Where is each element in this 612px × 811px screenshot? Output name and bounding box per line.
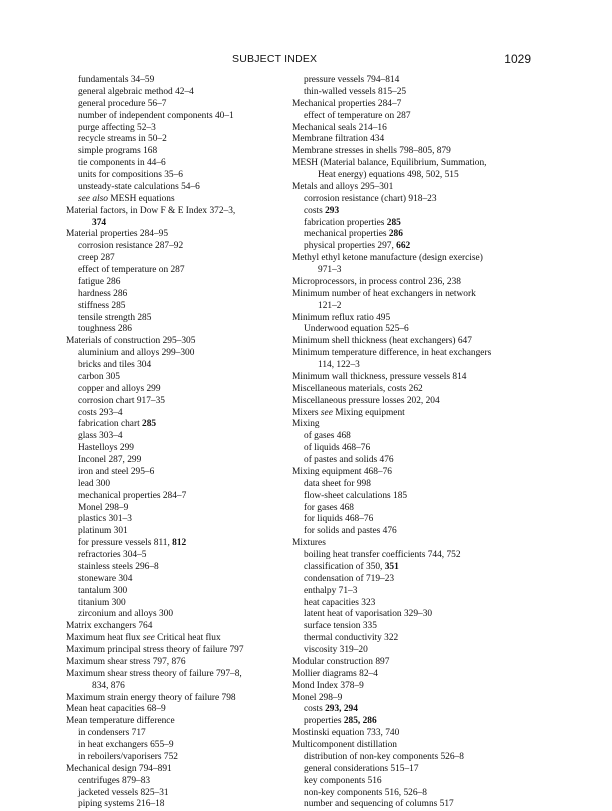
index-entry-text: Inconel 287, 299 <box>78 455 142 465</box>
index-entry-text: corrosion chart 917–35 <box>78 395 165 406</box>
index-entry-text: fundamentals 34–59 <box>78 75 155 85</box>
index-entry <box>66 799 288 811</box>
index-entry <box>292 609 552 621</box>
index-entry-text: bricks and tiles 304 <box>78 360 152 370</box>
page-header <box>0 53 612 69</box>
index-entry-italic: see <box>142 633 155 644</box>
index-entry-bold: 293 <box>325 205 340 216</box>
index-entry <box>292 716 552 728</box>
index-entry <box>292 229 552 241</box>
index-entry <box>66 479 288 491</box>
index-entry <box>66 229 288 241</box>
index-entry-text: tantalum 300 <box>78 585 128 596</box>
index-entry-text: jacketed vessels 825–31 <box>78 787 169 798</box>
index-entry-text: of liquids 468–76 <box>304 443 371 454</box>
index-entry <box>66 491 288 503</box>
index-entry-text: surface tension 335 <box>304 621 377 632</box>
index-entry <box>66 384 288 396</box>
index-entry <box>292 562 552 574</box>
index-entry <box>292 313 552 325</box>
index-entry <box>66 289 288 301</box>
index-entry <box>292 419 552 431</box>
index-entry-text: general considerations 515–17 <box>304 763 419 774</box>
index-entry <box>66 598 288 610</box>
index-entry <box>292 633 552 645</box>
index-entry-text: Multicomponent distillation <box>292 740 397 750</box>
index-entry <box>66 609 288 621</box>
index-entry-text: carbon 305 <box>78 371 120 382</box>
index-entry-text: unsteady-state calculations 54–6 <box>78 181 200 192</box>
index-entry <box>292 384 552 396</box>
index-entry-bold: 374 <box>92 217 107 228</box>
index-entry <box>292 111 552 123</box>
index-entry-text: Modular construction 897 <box>292 656 390 667</box>
index-entry <box>66 538 288 550</box>
index-entry <box>292 776 552 788</box>
index-entry-pre: see also <box>78 193 108 204</box>
index-entry-text: purge affecting 52–3 <box>78 122 156 133</box>
index-entry <box>66 657 288 669</box>
index-entry-text: for gases 468 <box>304 502 354 513</box>
index-column-left <box>66 75 288 811</box>
index-entry-text: heat capacities 323 <box>304 597 376 608</box>
index-entry <box>292 134 552 146</box>
index-entry <box>66 574 288 586</box>
index-entry <box>292 740 552 752</box>
index-entry-bold: 662 <box>396 241 411 252</box>
index-entry-text: Membrane stresses in shells 798–805, 879 <box>292 146 451 157</box>
index-entry <box>292 704 552 716</box>
index-entry-text: stiffness 285 <box>78 300 126 311</box>
index-entry-text: Mixing equipment 468–76 <box>292 466 392 477</box>
index-entry-text: Maximum strain energy theory of failure 798 <box>66 692 236 703</box>
index-entry-text: Mostinski equation 733, 740 <box>292 728 400 739</box>
index-entry-text: units for compositions 35–6 <box>78 170 183 180</box>
index-entry-bold: 286 <box>388 229 403 240</box>
index-entry <box>66 704 288 716</box>
index-entry-text: Heat energy) equations 498, 502, 515 <box>318 170 459 180</box>
index-entry-text: Membrane filtration 434 <box>292 134 385 145</box>
index-entry <box>66 301 288 313</box>
index-entry-text: in heat exchangers 655–9 <box>78 740 174 750</box>
index-entry-text: Mond Index 378–9 <box>292 680 364 691</box>
index-entry-text: thermal conductivity 322 <box>304 633 399 644</box>
index-entry <box>66 348 288 360</box>
index-entry <box>66 146 288 158</box>
index-entry-text: costs 293–4 <box>78 407 123 418</box>
index-entry-text: Monel 298–9 <box>78 502 129 513</box>
index-entry-text: flow-sheet calculations 185 <box>304 490 408 501</box>
index-entry-text: titanium 300 <box>78 597 126 608</box>
index-entry-text: Minimum reflux ratio 495 <box>292 312 391 323</box>
index-entry-text: glass 303–4 <box>78 431 123 442</box>
index-entry-text: Mixtures <box>292 538 326 549</box>
index-entry <box>292 265 552 277</box>
index-entry <box>66 170 288 182</box>
index-entry-text: of pastes and solids 476 <box>304 455 394 465</box>
index-entry-text: latent heat of vaporisation 329–30 <box>304 609 433 620</box>
index-entry-text: Underwood equation 525–6 <box>304 324 409 335</box>
index-entry <box>66 111 288 123</box>
index-entry-text: plastics 301–3 <box>78 514 132 525</box>
index-entry <box>66 716 288 728</box>
index-entry-text: piping systems 216–18 <box>78 799 165 810</box>
index-entry <box>66 253 288 265</box>
index-entry-text: Materials of construction 295–305 <box>66 336 196 347</box>
index-entry-text: for pressure vessels 811, <box>78 538 173 549</box>
index-entry <box>66 99 288 111</box>
index-entry <box>66 313 288 325</box>
index-entry-text: Maximum shear stress 797, 876 <box>66 656 186 667</box>
index-entry-text: thin-walled vessels 815–25 <box>304 86 407 97</box>
index-entry-text: 971–3 <box>318 265 342 275</box>
index-entry-text: key components 516 <box>304 775 382 786</box>
index-entry <box>66 562 288 574</box>
index-entry <box>66 776 288 788</box>
index-entry-text: MESH equations <box>107 193 175 204</box>
index-entry <box>292 253 552 265</box>
index-entry-text: MESH (Material balance, Equilibrium, Summation, <box>292 158 487 169</box>
index-entry-text: Maximum principal stress theory of failure 797 <box>66 645 244 655</box>
index-entry <box>66 621 288 633</box>
index-entry-text: 834, 876 <box>92 680 125 691</box>
page-number: 1029 <box>504 52 531 66</box>
index-entry <box>66 467 288 479</box>
index-entry <box>66 194 288 206</box>
index-entry <box>292 146 552 158</box>
index-entry-text: Monel 298–9 <box>292 692 343 703</box>
index-entry <box>292 538 552 550</box>
index-entry <box>292 669 552 681</box>
index-entry <box>66 693 288 705</box>
index-entry <box>292 693 552 705</box>
index-entry-bold: 285, 286 <box>343 716 377 727</box>
index-entry <box>66 336 288 348</box>
index-entry <box>66 396 288 408</box>
index-entry <box>292 764 552 776</box>
index-entry <box>66 206 288 218</box>
index-entry-text: Minimum wall thickness, pressure vessels 814 <box>292 371 467 382</box>
index-entry <box>292 574 552 586</box>
index-entry-text: data sheet for 998 <box>304 478 371 489</box>
index-entry-text: Mollier diagrams 82–4 <box>292 668 378 679</box>
index-entry <box>292 170 552 182</box>
index-entry <box>292 431 552 443</box>
index-entry-bold: 285 <box>142 419 157 430</box>
index-entry <box>66 123 288 135</box>
index-entry-text: corrosion resistance 287–92 <box>78 241 184 252</box>
index-entry-text: in reboilers/vaporisers 752 <box>78 751 178 762</box>
index-entry <box>292 526 552 538</box>
index-entry <box>66 241 288 253</box>
index-entry <box>66 550 288 562</box>
index-entry <box>66 408 288 420</box>
index-entry <box>292 348 552 360</box>
index-column-right <box>292 75 552 811</box>
index-entry-text: Material factors, in Dow F & E Index 372–3, <box>66 205 236 216</box>
index-entry <box>292 75 552 87</box>
index-entry-text: boiling heat transfer coefficients 744, 752 <box>304 550 461 560</box>
index-entry-text: hardness 286 <box>78 288 128 299</box>
index-entry-bold: 293, 294 <box>325 704 358 715</box>
index-entry <box>292 182 552 194</box>
index-entry <box>66 728 288 740</box>
index-entry-text: of gases 468 <box>304 431 351 442</box>
index-entry <box>292 728 552 740</box>
index-entry <box>66 372 288 384</box>
index-entry-text: recycle streams in 50–2 <box>78 134 167 145</box>
index-entry <box>292 443 552 455</box>
index-entry <box>292 621 552 633</box>
index-entry-text: Miscellaneous materials, costs 262 <box>292 383 423 394</box>
index-entry <box>292 550 552 562</box>
index-entry-text: Mechanical seals 214–16 <box>292 122 387 133</box>
index-entry <box>292 681 552 693</box>
index-entry-bold: 812 <box>172 538 187 549</box>
index-entry-text: toughness 286 <box>78 324 132 335</box>
index-entry-text: zirconium and alloys 300 <box>78 609 174 620</box>
index-entry-text: Minimum temperature difference, in heat exchangers <box>292 348 492 359</box>
index-entry-text: stainless steels 296–8 <box>78 561 159 572</box>
index-entry <box>66 503 288 515</box>
index-entry-bold: 351 <box>384 561 399 572</box>
index-entry <box>66 158 288 170</box>
index-entry <box>66 752 288 764</box>
index-entry <box>292 586 552 598</box>
index-entry <box>292 514 552 526</box>
index-entry <box>66 182 288 194</box>
index-entry-text: for solids and pastes 476 <box>304 526 397 537</box>
index-entry <box>66 455 288 467</box>
index-entry-text: Metals and alloys 295–301 <box>292 181 394 192</box>
index-entry-text: in condensers 717 <box>78 728 146 739</box>
index-entry-text: number and sequencing of columns 517 <box>304 799 454 810</box>
index-entry-text: costs <box>304 704 326 715</box>
index-entry-text: lead 300 <box>78 478 111 489</box>
index-entry <box>292 467 552 479</box>
index-entry-text: general algebraic method 42–4 <box>78 86 194 97</box>
index-entry <box>292 372 552 384</box>
index-entry <box>292 194 552 206</box>
index-entry-text: copper and alloys 299 <box>78 383 161 394</box>
index-entry-text: viscosity 319–20 <box>304 645 368 655</box>
index-entry-tail: Mixing equipment <box>332 407 405 418</box>
index-entry-text: physical properties 297, <box>304 241 397 252</box>
index-entry <box>292 645 552 657</box>
index-entry-text: Mixing <box>292 419 320 430</box>
index-entry-text: fatigue 286 <box>78 276 121 287</box>
index-entry-text: fabrication properties <box>304 217 387 228</box>
index-entry-text: non-key components 516, 526–8 <box>304 787 427 798</box>
index-entry <box>292 324 552 336</box>
index-entry <box>66 277 288 289</box>
index-entry-tail: Critical heat flux <box>154 633 221 644</box>
index-entry <box>66 514 288 526</box>
index-entry <box>66 764 288 776</box>
index-entry <box>66 431 288 443</box>
index-entry <box>66 134 288 146</box>
index-entry-text: tie components in 44–6 <box>78 158 166 169</box>
index-entry-text: properties <box>304 716 344 727</box>
index-entry-text: 114, 122–3 <box>318 360 360 370</box>
index-entry <box>292 99 552 111</box>
index-entry <box>292 408 552 420</box>
index-entry <box>66 526 288 538</box>
index-entry-text: Hastelloys 299 <box>78 443 134 454</box>
index-entry <box>292 503 552 515</box>
index-entry-text: effect of temperature on 287 <box>78 265 185 275</box>
index-entry <box>292 218 552 230</box>
index-entry-text: pressure vessels 794–814 <box>304 75 400 85</box>
index-entry <box>292 657 552 669</box>
index-entry-text: Methyl ethyl ketone manufacture (design exercise) <box>292 253 483 264</box>
index-entry <box>292 396 552 408</box>
index-entry <box>292 289 552 301</box>
index-entry-text: platinum 301 <box>78 526 128 537</box>
index-entry-text: Mean heat capacities 68–9 <box>66 704 166 715</box>
index-entry-text: general procedure 56–7 <box>78 98 167 109</box>
index-entry-text: distribution of non-key components 526–8 <box>304 751 464 762</box>
index-entry <box>66 788 288 800</box>
index-entry <box>66 87 288 99</box>
index-entry <box>66 360 288 372</box>
index-entry-bold: 285 <box>386 217 401 228</box>
index-entry <box>292 788 552 800</box>
index-entry <box>292 491 552 503</box>
index-entry-text: tensile strength 285 <box>78 312 152 323</box>
index-entry-text: Mean temperature difference <box>66 716 175 727</box>
index-entry-text: creep 287 <box>78 253 115 264</box>
index-entry-text: for liquids 468–76 <box>304 514 374 525</box>
index-entry-text: Microprocessors, in process control 236, 238 <box>292 276 461 287</box>
index-entry <box>292 123 552 135</box>
index-entry <box>292 87 552 99</box>
index-entry-text: 121–2 <box>318 300 342 311</box>
index-entry <box>292 241 552 253</box>
index-entry-text: simple programs 168 <box>78 146 158 157</box>
index-entry <box>66 740 288 752</box>
index-entry-text: effect of temperature on 287 <box>304 110 411 121</box>
index-entry-text: Mechanical properties 284–7 <box>292 98 402 109</box>
index-entry <box>292 799 552 811</box>
index-entry <box>66 218 288 230</box>
index-entry <box>66 633 288 645</box>
index-entry-text: Minimum shell thickness (heat exchangers) 647 <box>292 336 472 347</box>
index-entry-text: mechanical properties <box>304 229 389 240</box>
index-entry <box>66 419 288 431</box>
index-entry-text: number of independent components 40–1 <box>78 110 234 121</box>
index-entry <box>66 324 288 336</box>
index-entry-text: refractories 304–5 <box>78 550 147 560</box>
index-entry-text: iron and steel 295–6 <box>78 466 155 477</box>
index-entry <box>66 443 288 455</box>
index-entry-text: stoneware 304 <box>78 573 133 584</box>
index-entry <box>66 586 288 598</box>
index-entry-text: classification of 350, <box>304 561 385 572</box>
index-entry-text: centrifuges 879–83 <box>78 775 151 786</box>
index-entry-text: Mixers <box>292 407 321 418</box>
index-entry-text: Minimum number of heat exchangers in network <box>292 288 476 299</box>
index-entry-text: corrosion resistance (chart) 918–23 <box>304 193 437 204</box>
index-entry <box>292 598 552 610</box>
index-entry <box>292 455 552 467</box>
index-entry <box>292 206 552 218</box>
index-entry-text: enthalpy 71–3 <box>304 585 358 596</box>
index-entry-text: costs <box>304 205 326 216</box>
index-entry <box>66 681 288 693</box>
index-entry <box>292 479 552 491</box>
index-entry <box>292 158 552 170</box>
index-entry <box>66 265 288 277</box>
index-entry-text: fabrication chart <box>78 419 143 430</box>
running-title: SUBJECT INDEX <box>232 53 318 65</box>
index-entry-text: Maximum heat flux <box>66 633 143 644</box>
index-entry <box>292 301 552 313</box>
index-entry-text: Maximum shear stress theory of failure 797–8, <box>66 668 242 679</box>
index-entry <box>66 645 288 657</box>
index-entry-italic: see <box>320 407 333 418</box>
index-entry <box>66 75 288 87</box>
index-entry <box>292 277 552 289</box>
index-entry-text: Mechanical design 794–891 <box>66 763 172 774</box>
index-entry-text: Miscellaneous pressure losses 202, 204 <box>292 395 440 406</box>
index-entry-text: condensation of 719–23 <box>304 573 395 584</box>
index-entry-text: aluminium and alloys 299–300 <box>78 348 195 359</box>
index-entry-text: Matrix exchangers 764 <box>66 621 153 632</box>
index-entry-text: mechanical properties 284–7 <box>78 490 187 501</box>
index-entry <box>292 752 552 764</box>
index-entry-text: Material properties 284–95 <box>66 229 169 240</box>
index-entry <box>292 360 552 372</box>
index-entry <box>66 669 288 681</box>
index-entry <box>292 336 552 348</box>
